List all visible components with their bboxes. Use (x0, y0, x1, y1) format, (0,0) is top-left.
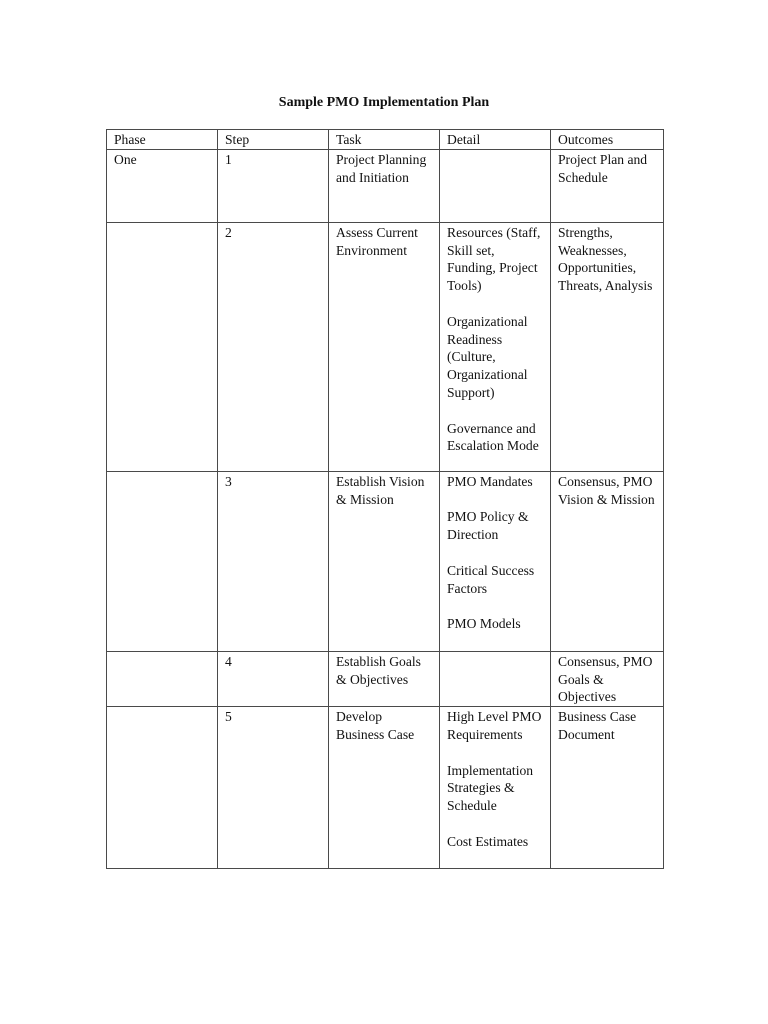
step-cell: 2 (218, 222, 329, 471)
table-row (107, 707, 664, 869)
detail-cell (440, 471, 551, 651)
document-title: Sample PMO Implementation Plan (278, 95, 490, 110)
task-text: Establish Vision & Mission (336, 473, 425, 507)
outcomes-cell (551, 471, 664, 651)
detail-text: PMO Policy & Direction (447, 509, 529, 543)
step-cell: 1 (218, 149, 329, 222)
task-cell (329, 651, 440, 706)
phase-cell: One (107, 149, 218, 222)
outcomes-text: Business Case Document (558, 709, 637, 742)
detail-cell (440, 707, 551, 869)
table-row (107, 471, 664, 651)
detail-text: Governance and Escalation Mode (447, 420, 539, 454)
outcomes-cell (551, 149, 664, 222)
outcomes-text: Consensus, PMO Vision & Mission (558, 473, 655, 507)
phase-cell (107, 651, 218, 706)
task-cell (329, 707, 440, 869)
outcomes-text: Consensus, PMO Goals & Objectives (558, 653, 653, 705)
detail-text: Critical Success Factors (447, 562, 535, 596)
step-cell: 3 (218, 471, 329, 651)
outcomes-cell (551, 651, 664, 706)
implementation-plan-table (106, 129, 664, 869)
outcomes-cell (551, 707, 664, 869)
column-header-detail: Detail (440, 130, 551, 150)
detail-text: PMO Models (447, 616, 521, 632)
detail-text: PMO Mandates (447, 473, 533, 489)
task-text: Establish Goals & Objectives (336, 653, 421, 687)
table-row (107, 651, 664, 706)
task-cell (329, 149, 440, 222)
outcomes-text: Strengths, Weaknesses, Opportunities, Threats, Analysis (558, 224, 653, 294)
task-cell (329, 471, 440, 651)
outcomes-text: Project Plan and Schedule (558, 151, 648, 185)
column-header-step: Step (218, 130, 329, 150)
task-text: Develop Business Case (336, 709, 415, 742)
column-header-phase: Phase (107, 130, 218, 150)
detail-text: Cost Estimates (447, 833, 529, 849)
step-cell: 5 (218, 707, 329, 869)
detail-cell (440, 222, 551, 471)
task-text: Assess Current Environment (336, 224, 418, 258)
table-header-row (107, 130, 664, 150)
table-row (107, 149, 664, 222)
phase-cell (107, 707, 218, 869)
column-header-outcomes: Outcomes (551, 130, 664, 150)
phase-cell (107, 222, 218, 471)
phase-cell (107, 471, 218, 651)
detail-cell (440, 149, 551, 222)
detail-text: High Level PMO Requirements (447, 709, 542, 742)
task-cell (329, 222, 440, 471)
detail-text: Resources (Staff, Skill set, Funding, Project Tools) (447, 224, 541, 294)
column-header-task: Task (329, 130, 440, 150)
detail-cell (440, 651, 551, 706)
step-cell: 4 (218, 651, 329, 706)
task-text: Project Planning and Initiation (336, 151, 427, 185)
detail-text: Organizational Readiness (Culture, Organizational Support) (447, 313, 528, 400)
outcomes-cell (551, 222, 664, 471)
table-row (107, 222, 664, 471)
detail-text: Implementation Strategies & Schedule (447, 762, 534, 814)
